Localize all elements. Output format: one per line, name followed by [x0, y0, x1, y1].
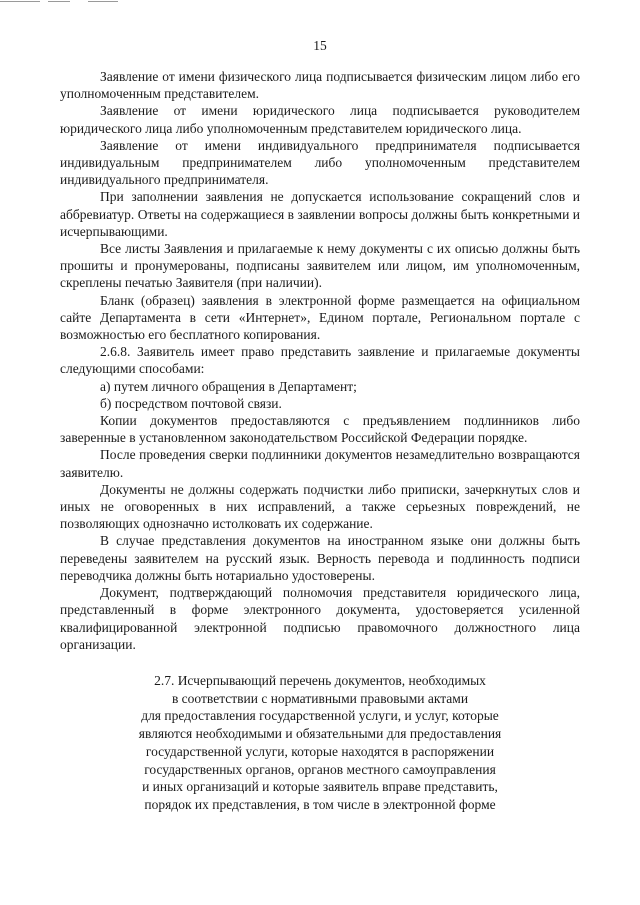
section-heading-line: 2.7. Исчерпывающий перечень документов, необходимых: [154, 673, 486, 688]
paragraph: Копии документов предоставляются с предъявлением подлинников либо заверенные в установленном законодательством Российской Федерации порядке.: [60, 413, 580, 446]
paragraph: Заявление от имени индивидуального предпринимателя подписывается индивидуальным предпринимателем либо уполномоченным представителем индивидуального предпринимателя.: [60, 137, 580, 188]
paragraph: Документы не должны содержать подчистки либо приписки, зачеркнутых слов и иных не оговоренных в них исправлений, а также серьезных повреждений, не позволяющих однозначно истолковать их содержание.: [60, 481, 580, 532]
section-heading-line: в соответствии с нормативными правовыми актами: [171, 690, 469, 706]
section-heading-line: для предоставления государственной услуги, и услуг, которые: [141, 708, 499, 724]
page-number: 15: [313, 38, 327, 53]
list-item: а) путем личного обращения в Департамент;: [100, 378, 357, 394]
paragraph: Бланк (образец) заявления в электронной форме размещается на официальном сайте Департамента в сети «Интернет», Едином портале, Региональном портале с возможностью его бесплатного копирования.: [60, 292, 580, 343]
section-heading-line: порядок их представления, в том числе в электронной форме: [144, 796, 496, 812]
paragraph: Заявление от имени юридического лица подписывается руководителем юридического лица либо уполномоченным представителем юридического лица.: [60, 103, 580, 136]
paragraph: При заполнении заявления не допускается использование сокращений слов и аббревиатур. Ответы на содержащиеся в заявлении вопросы должны быть конкретными и исчерпывающими.: [60, 189, 580, 239]
paragraph: Документ, подтверждающий полномочия представителя юридического лица, представленный в форме электронного документа, удостоверяется усиленной квалифицированной электронной подписью правомочного должностного лица организации.: [60, 585, 580, 652]
list-item: б) посредством почтовой связи.: [100, 395, 282, 411]
section-heading-line: государственных органов, органов местного самоуправления: [144, 761, 496, 777]
paragraph: Заявление от имени физического лица подписывается физическим лицом либо его уполномоченным представителем.: [60, 69, 580, 102]
section-heading-line: государственной услуги, которые находятся в распоряжении: [145, 743, 495, 759]
scan-marks: [0, 0, 140, 4]
document-body: [60, 68, 580, 653]
paragraph: 2.6.8. Заявитель имеет право представить заявление и прилагаемые документы следующими способами:: [60, 344, 580, 377]
paragraph: В случае представления документов на иностранном языке они должны быть переведены заявителем на русский язык. Верность перевода и подлинность подписи переводчика должны быть нотариально удостоверены.: [60, 533, 580, 583]
paragraph: После проведения сверки подлинники документов незамедлительно возвращаются заявителю.: [60, 447, 580, 480]
section-heading-line: и иных организаций и которые заявитель вправе представить,: [142, 779, 498, 795]
paragraph: Все листы Заявления и прилагаемые к нему документы с их описью должны быть прошиты и пронумерованы, подписаны заявителем или лицом, им уполномоченным, скреплены печатью Заявителя (при наличии).: [60, 241, 580, 291]
section-heading-line: являются необходимыми и обязательными для предоставления: [138, 726, 502, 742]
section-heading: [60, 672, 580, 814]
